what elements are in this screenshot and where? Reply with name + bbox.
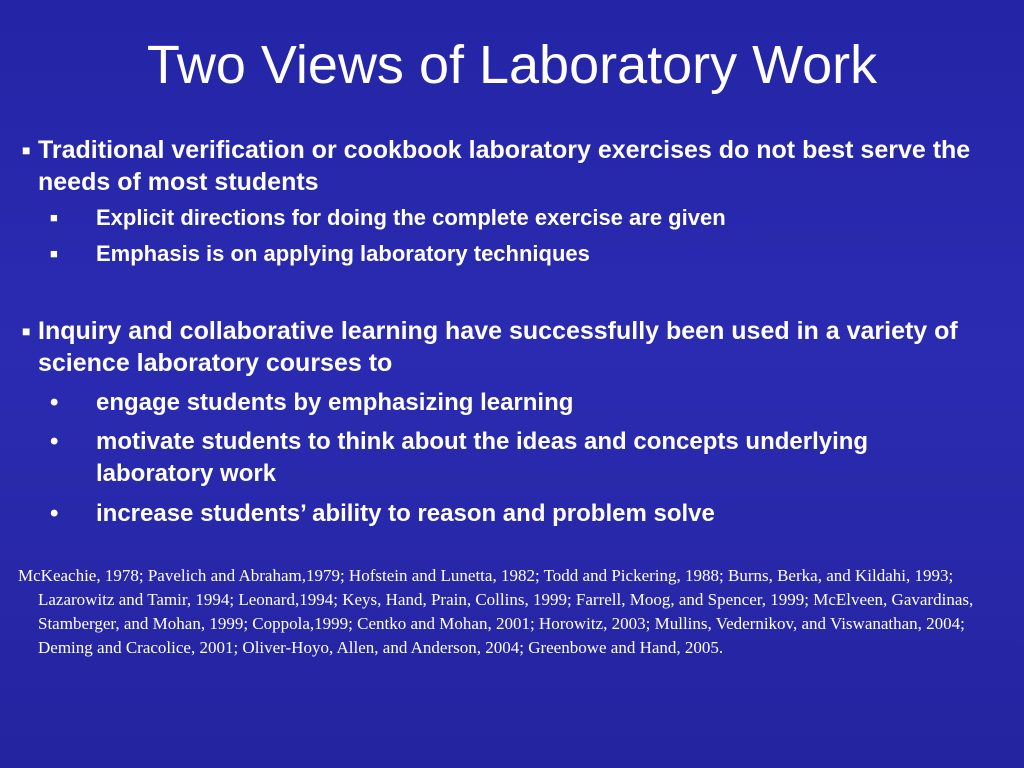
dot-bullet-icon: • [50, 389, 59, 416]
bullet-point [22, 134, 992, 198]
square-bullet-icon: ■ [50, 210, 58, 225]
dot-bullet-icon: • [50, 428, 59, 455]
sub-bullet-text: engage students by emphasizing learning [96, 389, 574, 416]
bullet-point [22, 315, 992, 379]
square-bullet-icon: ■ [50, 246, 58, 261]
bullet-text: Inquiry and collaborative learning have successfully been used in a variety of science laboratory courses to [38, 317, 958, 377]
slide-title: Two Views of Laboratory Work [146, 35, 878, 95]
square-bullet-icon: ■ [22, 142, 31, 158]
sub-bullet-text: motivate students to think about the ideas and concepts underlying laboratory work [96, 428, 869, 487]
sub-bullet-point [50, 498, 930, 530]
square-bullet-icon: ■ [22, 323, 31, 339]
dot-bullet-icon: • [50, 500, 59, 527]
bullet-text: Traditional verification or cookbook laboratory exercises do not best serve the needs of most students [38, 136, 971, 196]
sub-bullet-text: Explicit directions for doing the complete exercise are given [96, 205, 726, 230]
sub-bullet-point [50, 387, 930, 419]
sub-bullet-point [50, 239, 980, 269]
sub-bullet-text: Emphasis is on applying laboratory techniques [96, 241, 590, 266]
sub-bullet-point [50, 426, 930, 490]
sub-bullet-text: increase students’ ability to reason and problem solve [96, 500, 715, 527]
references-text: McKeachie, 1978; Pavelich and Abraham,1979; Hofstein and Lunetta, 1982; Todd and Pickering, 1988; Burns, Berka, and Kildahi, 1993; Lazarowitz and Tamir, 1994; Leonard,1994; Keys, Hand, Prain, Collins, 1999; Farrell, Moog, and Spencer, 1999; McElveen, Gavardinas, Stamberger, and Mohan, 1999; Coppola,1999; Centko and Mohan, 2001; Horowitz, 2003; Mullins, Vedernikov, and Viswanathan, 2004; Deming and Cracolice, 2001; Oliver-Hoyo, Allen, and Anderson, 2004; Greenbowe and Hand, 2005. [18, 566, 974, 657]
sub-bullet-point [50, 203, 980, 233]
